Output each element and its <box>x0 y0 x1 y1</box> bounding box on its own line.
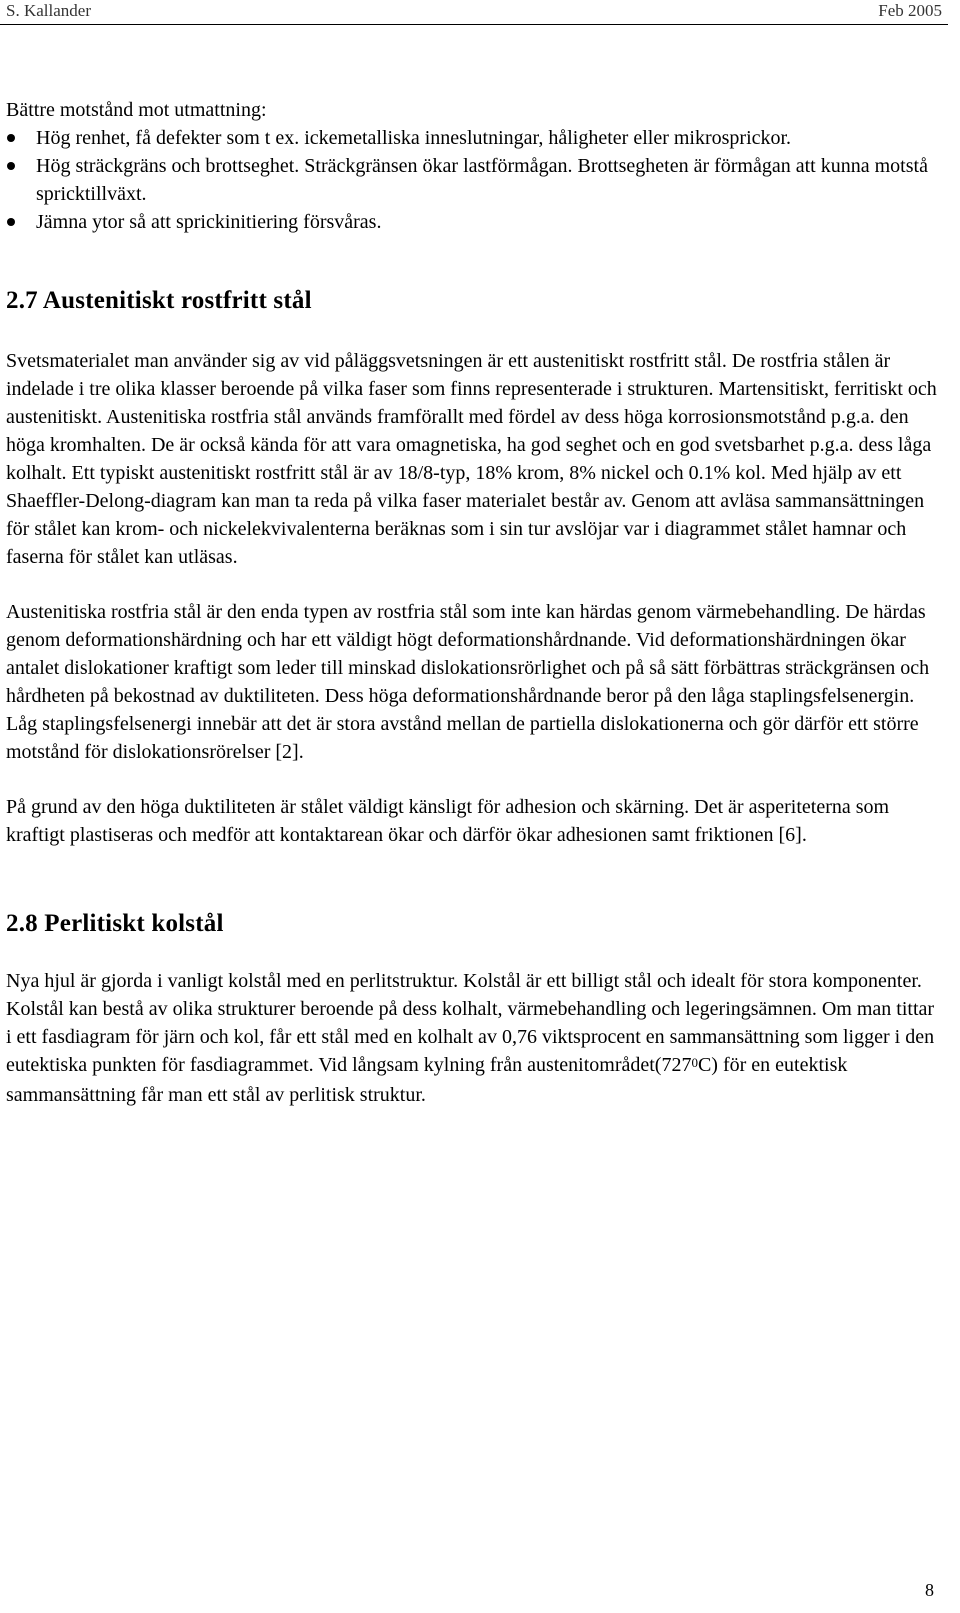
section-2-8-text-after: C) för en eutektisk sammansättning får man ett stål av perlitisk struktur. <box>6 1054 848 1106</box>
fatigue-bullet-list <box>6 124 941 236</box>
section-2-8-title: 2.8 Perlitiskt kolstål <box>6 910 224 937</box>
section-2-8-paragraph <box>6 967 941 1109</box>
bullet-item <box>6 124 941 152</box>
page-number: 8 <box>925 1580 934 1600</box>
section-2-7-paragraph-3: På grund av den höga duktiliteten är stålet väldigt känsligt för adhesion och skärning. Det är asperiteterna som kraftigt plastiseras och medför att kontaktarean ökar och därför ökar adhesionen samt friktionen [6]. <box>6 796 890 846</box>
bullet-icon <box>7 162 15 170</box>
bullet-text: Jämna ytor så att sprickinitiering försvåras. <box>36 211 382 233</box>
section-2-7-paragraph-2: Austenitiska rostfria stål är den enda typen av rostfria stål som inte kan härdas genom värmebehandling. De härdas genom deformationshärdning och har ett väldigt högt deformationshårdnande. Vid deformationshärdningen ökar antalet dislokationer kraftigt som leder till minskad dislokationsrörlighet och på så sätt förbättras sträckgränsen och hårdheten på bekostnad av duktiliteten. Dess höga deformationshårdnande beror på den låga staplingsfelsenergin. Låg staplingsfelsenergi innebär att det är stora avstånd mellan de partiella dislokationerna och gör därför ett större motstånd för dislokationsrörelser [2]. <box>6 601 930 763</box>
bullet-item <box>6 208 941 236</box>
header-author: S. Kallander <box>6 1 91 20</box>
page-header <box>0 0 948 25</box>
section-2-7-paragraph-1: Svetsmaterialet man använder sig av vid påläggsvetsningen är ett austenitiskt rostfritt stål. De rostfria stålen är indelade i tre olika klasser beroende på vilka faser som finns representerade i strukturen. Martensitiskt, ferritiskt och austenitiskt. Austenitiska rostfria stål används framförallt med fördel av dess höga korrosionsmotstånd p.g.a. den höga kromhalten. De är också kända för att vara omagnetiska, ha god seghet och en god svetsbarhet p.g.a. dess låga kolhalt. Ett typiskt austenitiskt rostfritt stål är av 18/8-typ, 18% krom, 8% nickel och 0.1% kol. Med hjälp av ett Shaeffler-Delong-diagram kan man ta reda på vilka faser materialet består av. Genom att avläsa sammansättningen för stålet kan krom- och nickelekvivalenterna beräknas som i sin tur avslöjar var i diagrammet stålet hamnar och faserna för stålet kan utläsas. <box>6 350 937 568</box>
section-2-8-text-before: Nya hjul är gjorda i vanligt kolstål med en perlitstruktur. Kolstål är ett billigt stål och idealt för stora komponenter. Kolstål kan bestå av olika strukturer beroende på dess kolhalt, värmebehandling och legeringsämnen. Om man tittar i ett fasdiagram för järn och kol, får ett stål med en kolhalt av 0,76 viktsprocent en sammansättning som ligger i den eutektiska punkten för fasdiagrammet. Vid långsam kylning från austenitområdet(727 <box>6 970 935 1076</box>
bullet-item <box>6 152 941 208</box>
bullet-text: Hög sträckgräns och brottseghet. Sträckgränsen ökar lastförmågan. Brottsegheten är förmågan att kunna motstå spricktillväxt. <box>36 155 928 205</box>
bullet-icon <box>7 134 15 142</box>
section-2-7-title: 2.7 Austenitiskt rostfritt stål <box>6 287 312 314</box>
fatigue-heading: Bättre motstånd mot utmattning: <box>6 99 267 121</box>
document-body <box>6 96 941 1109</box>
bullet-icon <box>7 218 15 226</box>
header-date: Feb 2005 <box>878 1 942 20</box>
bullet-text: Hög renhet, få defekter som t ex. ickemetalliska inneslutningar, håligheter eller mikrosprickor. <box>36 127 792 149</box>
degree-superscript: 0 <box>691 1055 698 1070</box>
